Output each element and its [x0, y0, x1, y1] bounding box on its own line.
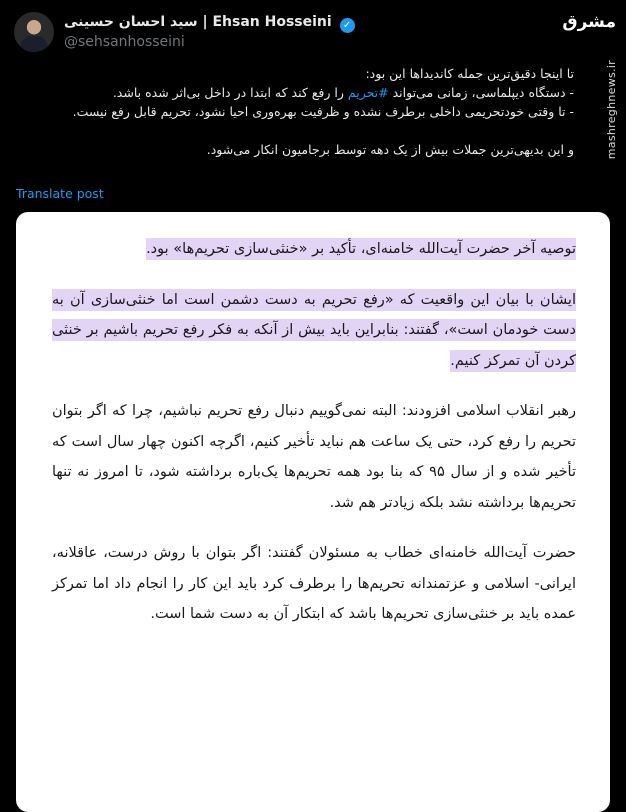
article-paragraph: رهبر انقلاب اسلامی افزودند: البته نمی‌گوییم دنبال رفع تحریم نباشیم، چرا که اگر بتوان تحریم را رفع کرد، حتی یک ساعت هم نباید تأخیر کنیم، اگرچه اکنون چهار سال است که تأخیر شده و از سال ۹۵ که بنا بود همه تحریم‌ها یک‌باره برداشته شود، تا امروز نه تنها تحریم‌ها برداشته نشد بلکه زیادتر هم شد. — [52, 403, 576, 511]
attached-image-card[interactable] — [16, 212, 610, 812]
translate-post-link[interactable]: Translate post — [16, 186, 104, 201]
display-name[interactable] — [64, 14, 355, 33]
tweet-line — [14, 83, 574, 102]
article-text — [52, 234, 576, 650]
highlighted-text: توصیه آخر حضرت آیت‌الله خامنه‌ای، تأکید بر «خنثی‌سازی تحریم‌ها» بود. — [146, 238, 576, 260]
tweet-line-part: - دستگاه دیپلماسی، زمانی می‌تواند — [388, 85, 574, 100]
verified-badge-icon: ✓ — [340, 18, 355, 33]
tweet-line: - تا وقتی خودتحریمی داخلی برطرف نشده و ظرفیت بهره‌وری احیا نشود، تحریم قابل رفع نیست. — [72, 104, 574, 119]
display-name-en: Ehsan Hosseini — [212, 14, 332, 30]
watermark-site: mashreghnews.ir — [605, 60, 618, 160]
user-handle[interactable]: @sehsanhosseini — [64, 34, 185, 50]
tweet-line: تا اینجا دقیق‌ترین جمله کاندیداها این بود: — [365, 66, 574, 81]
article-paragraph: حضرت آیت‌الله خامنه‌ای خطاب به مسئولان گفتند: اگر بتوان با روش درست، عاقلانه، ایرانی- اسلامی و عزتمندانه تحریم‌ها را برطرف کرد باید این کار را انجام داد اما تمرکز عمده باید بر خنثی‌سازی تحریم‌ها باشد که ابتکار آن به دست شما است. — [52, 545, 576, 622]
tweet-line-part: را رفع کند که ابتدا در داخل بی‌اثر شده باشد. — [112, 85, 348, 100]
avatar[interactable] — [14, 12, 54, 52]
watermark — [562, 0, 626, 160]
watermark-logo: مشرق — [562, 12, 616, 32]
article-paragraph — [52, 285, 576, 377]
article-paragraph — [52, 234, 576, 265]
hashtag-link[interactable]: #تحریم — [347, 85, 389, 100]
name-separator: | — [202, 14, 208, 30]
highlighted-text: ایشان با بیان این واقعیت که «رفع تحریم به دست دشمن است اما خنثی‌سازی آن به دست خودمان است»، گفتند: بنابراین باید بیش از آنکه به فکر رفع تحریم باشیم بر خنثی کردن آن تمرکز کنیم. — [52, 289, 576, 372]
tweet-line: و این بدیهی‌ترین جملات بیش از یک دهه توسط برجامیون انکار می‌شود. — [206, 142, 574, 157]
display-name-fa: سید احسان حسینی — [64, 14, 198, 30]
tweet-text — [14, 64, 574, 159]
post-header — [14, 10, 574, 54]
